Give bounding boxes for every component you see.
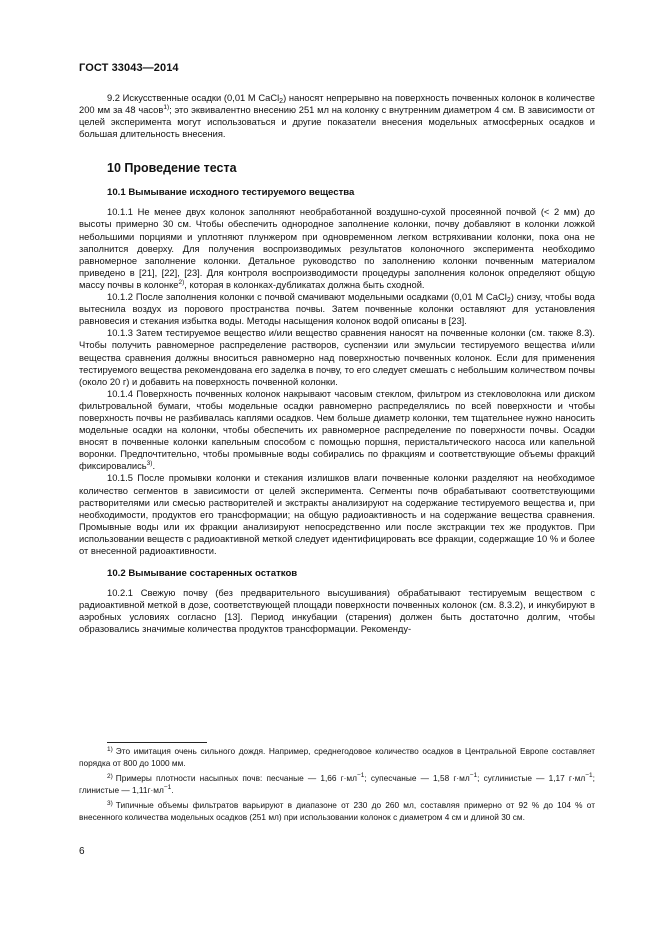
paragraph-10-1-2: 10.1.2 После заполнения колонки с почвой смачивают модельными осадками (0,01 М CaCl$_2$) снизу, чтобы вода вытеснила воздух из порового пространства почвы. Затем почвенные колонки оставляют для установления равновесия и стекания избытка воды. Методы насыщения колонок водой описаны в [23].	[79, 292, 595, 327]
paragraph-10-1-3: 10.1.3 Затем тестируемое вещество и/или вещество сравнения наносят на почвенные колонки (см. также 8.3). Чтобы получить равномерное распределение растворов, суспензии или эмульсии тестируемого вещества и/или вещества сравнения должны вноситься равномерно над поверхностью почвенных колонок. Если для применения тестируемого вещества рекомендована его заделка в почву, то его следует смешать с небольшим количеством почвы (около 20 г) и добавить на поверхность почвенной колонки.	[79, 328, 595, 387]
footnote-ref-1: 1)	[163, 104, 170, 112]
footnote-ref-2: 2)	[178, 278, 185, 286]
paragraph-9-2: 9.2 Искусственные осадки (0,01 М CaCl$_2$) наносят непрерывно на поверхность почвенных колонок в количестве 200 мм за 48 часов$^{1)}$; это эквивалентно внесению 251 мл на колонку с внутренним диаметром 4 см. В зависимости от целей эксперимента могут использоваться и другие показатели внесения модельных атмосферных осадков и большая длительность внесения.	[79, 93, 596, 140]
subsection-10-1-heading: 10.1 Вымывание исходного тестируемого вещества	[107, 187, 355, 199]
footnote-3: $^{3)}$ Типичные объемы фильтратов варьируют в диапазоне от 230 до 260 мл, составляя примерно от 92 % до 104 % от внесенного количества модельных осадков (251 мл) при использовании колонок с диаметром 4 см и длиной 30 см.	[79, 800, 595, 822]
footnote-divider	[107, 742, 207, 743]
section-10-heading: 10 Проведение теста	[107, 161, 237, 176]
paragraph-10-1-4: 10.1.4 Поверхность почвенных колонок накрывают часовым стеклом, фильтром из стекловолокна или диском фильтровальной бумаги, чтобы модельные осадки равномерно распределялись по всей поверхности и чтобы поверхность почвы не разбивалась каплями осадков. Чем больше диаметр колонки, тем тщательнее нужно наносить модельные осадки на колонки, чтобы обеспечить их равномерное распределение по поверхности почвы. Осадки вносят в почвенные колонки капельным способом с помощью поршня, перистальтического насоса или капельной воронки. Предпочтительно, чтобы промывные воды собирались по фракциям и соответствующие объемы фракций фиксировались$^{3)}$.	[79, 388, 595, 472]
footnote-2: $^{2)}$ Примеры плотности насыпных почв: песчаные — 1,66 $г\cdot мл^{-1}$; супесчаные — 1,58 $г\cdot мл^{-1}$; суглинистые — 1,17 $г\cdot мл^{-1}$; глинистые — $1,11г\cdot мл^{-1}$.	[79, 772, 595, 795]
footnote-1: $^{1)}$ Это имитация очень сильного дождя. Например, среднегодовое количество осадков в Центральной Европе составляет порядка от 800 до 1000 мм.	[79, 746, 595, 768]
page-number: 6	[79, 846, 85, 857]
subsection-10-2-heading: 10.2 Вымывание состаренных остатков	[107, 568, 298, 580]
footnote-ref-3: 3)	[146, 460, 153, 468]
footnotes	[79, 742, 595, 827]
document-header: ГОСТ 33043—2014	[79, 62, 179, 74]
main-content	[79, 92, 595, 635]
paragraph-10-1-1: 10.1.1 Не менее двух колонок заполняют необработанной воздушно-сухой просеянной почвой (< 2 мм) до высоты примерно 30 см. Чтобы обеспечить однородное заполнение колонки, почву добавляют в колонки ложкой небольшими порциями и уплотняют плунжером при одновременном легком встряхивании колонки, пока она не заполнится доверху. Для получения воспроизводимых результатов колоночного эксперимента необходимо равномерное заполнение колонки. Детальное руководство по заполнению колонки почвенным материалом приведено в [21], [22], [23]. Для контроля воспроизводимости процедуры заполнения колонок определяют общую массу почвы в колонке$^{2)}$, которая в колонках-дубликатах должна быть сходной.	[79, 207, 595, 290]
paragraph-10-1-5: 10.1.5 После промывки колонки и стекания излишков влаги почвенные колонки разделяют на необходимое количество сегментов в зависимости от целей эксперимента. Сегменты почв обрабатывают соответствующими растворителями или смесью растворителей и экстракты анализируют на содержание тестируемого вещества и, при необходимости, продуктов его трансформации; на общую радиоактивность и на содержание вещества сравнения. Промывные воды или их фракции анализируют непосредственно или после экстракции тех же продуктов. При использовании веществ с радиоактивной меткой следует идентифицировать все фракции, содержащие 10 % и более от внесенной радиоактивности.	[79, 473, 595, 556]
paragraph-10-2-1: 10.2.1 Свежую почву (без предварительного высушивания) обрабатывают тестируемым веществом с радиоактивной меткой в дозе, соответствующей площади поверхности почвенных колонок (см. 8.3.2), и инкубируют в аэробных условиях согласно [13]. Период инкубации (старения) должен быть достаточно долгим, чтобы образовались значимые количества продуктов трансформации. Рекоменду-	[79, 588, 595, 635]
